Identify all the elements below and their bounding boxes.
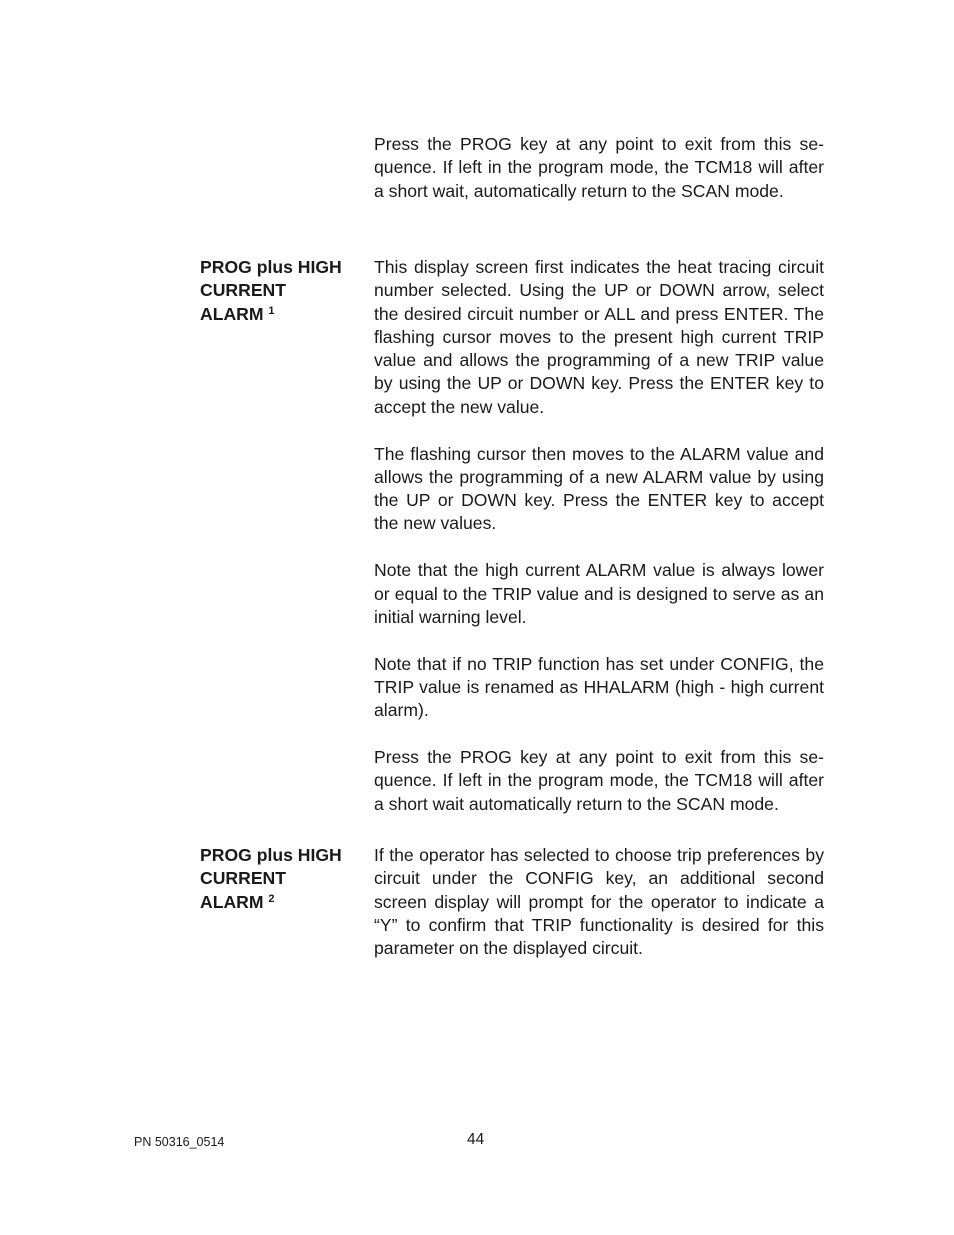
footer-page-number: 44 bbox=[467, 1131, 485, 1148]
section-body bbox=[374, 256, 824, 816]
section-body bbox=[374, 844, 824, 960]
body-paragraph: Note that the high current ALARM value is always lower or equal to the TRIP value and is designed to serve as an initial warning level. bbox=[374, 560, 824, 627]
section-heading bbox=[200, 256, 360, 326]
body-paragraph: The flashing cursor then moves to the ALARM value and allows the programming of a new ALARM value by using the UP or DOWN key. Press the ENTER key to accept the new values. bbox=[374, 443, 824, 534]
heading-line bbox=[200, 303, 360, 326]
heading-line: PROG plus HIGH bbox=[200, 257, 342, 277]
heading-line bbox=[200, 891, 360, 914]
body-paragraph: Press the PROG key at any point to exit from this sequence. If left in the program mode, the TCM18 will after a short wait automatically return to the SCAN mode. bbox=[374, 747, 824, 814]
intro-block bbox=[374, 133, 824, 203]
heading-line: CURRENT bbox=[200, 280, 287, 301]
body-paragraph: Note that if no TRIP function has set under CONFIG, the TRIP value is renamed as HHALARM (high - high current alarm). bbox=[374, 653, 824, 721]
body-paragraph: If the operator has selected to choose trip preferences by circuit under the CONFIG key, an additional second screen display will prompt for the operator to indicate a “Y” to confirm that TRIP functionality is desired for this parameter on the displayed circuit. bbox=[374, 845, 824, 959]
heading-line: CURRENT bbox=[200, 868, 287, 889]
heading-text: ALARM bbox=[200, 303, 264, 324]
heading-text: ALARM bbox=[200, 891, 264, 912]
heading-superscript: 1 bbox=[268, 304, 275, 317]
body-paragraph: This display screen first indicates the heat tracing circuit number selected. Using the UP or DOWN arrow, select the desired circuit number or ALL and press ENTER. The flashing cursor moves to the present high current TRIP value and allows the programming of a new TRIP value by using the UP or DOWN key. Press the ENTER key to accept the new value. bbox=[374, 257, 824, 417]
intro-paragraph: Press the PROG key at any point to exit from this sequence. If left in the program mode, the TCM18 will after a short wait, automatically return to the SCAN mode. bbox=[374, 134, 824, 201]
heading-superscript: 2 bbox=[268, 892, 275, 905]
section-heading bbox=[200, 844, 360, 914]
heading-line: PROG plus HIGH bbox=[200, 845, 342, 865]
footer-part-number: PN 50316_0514 bbox=[134, 1135, 225, 1149]
